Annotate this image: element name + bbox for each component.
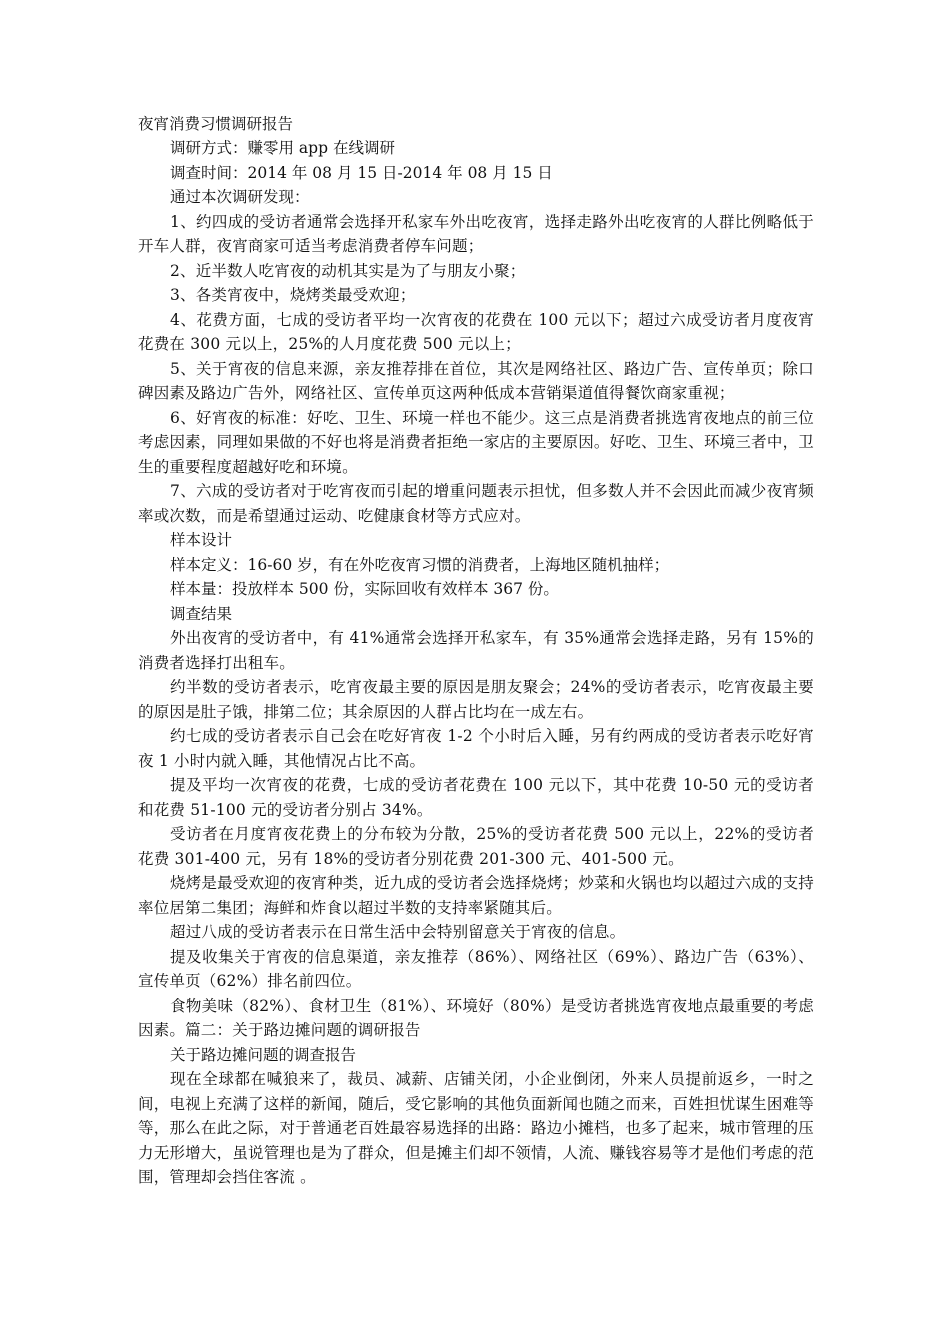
part2-heading: 关于路边摊问题的调查报告 (170, 1045, 357, 1064)
results-heading: 调查结果 (170, 604, 233, 623)
finding-paragraph: 1、约四成的受访者通常会选择开私家车外出吃夜宵，选择走路外出吃夜宵的人群比例略低于开车人群，夜宵商家可适当考虑消费者停车问题； (138, 212, 814, 255)
finding-paragraph: 4、花费方面，七成的受访者平均一次宵夜的花费在 100 元以下；超过六成受访者月度夜宵花费在 300 元以上，25%的人月度花费 500 元以上； (138, 310, 814, 353)
sample-size: 样本量：投放样本 500 份，实际回收有效样本 367 份。 (170, 580, 559, 598)
result-paragraph: 约半数的受访者表示，吃宵夜最主要的原因是朋友聚会；24%的受访者表示，吃宵夜最主要的原因是肚子饿，排第二位；其余原因的人群占比均在一成左右。 (138, 678, 814, 721)
sample-heading: 样本设计 (170, 531, 233, 549)
result-paragraph: 提及平均一次宵夜的花费，七成的受访者花费在 100 元以下，其中花费 10-50 元的受访者和花费 51-100 元的受访者分别占 34%。 (138, 776, 814, 819)
finding-paragraph: 5、关于宵夜的信息来源，亲友推荐排在首位，其次是网络社区、路边广告、宣传单页；除口碑因素及路边广告外，网络社区、宣传单页这两种低成本营销渠道值得餐饮商家重视； (138, 359, 814, 402)
document-title: 夜宵消费习惯调研报告 (138, 115, 294, 133)
document-page (138, 112, 814, 1190)
finding-paragraph: 2、近半数人吃宵夜的动机其实是为了与朋友小聚； (170, 261, 526, 280)
part2-body: 现在全球都在喊狼来了，裁员、减薪、店铺关闭，小企业倒闭，外来人员提前返乡，一时之间，电视上充满了这样的新闻，随后，受它影响的其他负面新闻也随之而来，百姓担忧谋生困难等等，那么在此之际，对于普通老百姓最容易选择的出路：路边小摊档，也多了起来，城市管理的压力无形增大，虽说管理也是为了群众，但是摊主们却不领情，人流、赚钱容易等才是他们考虑的范围，管理却会挡住客流 。 (138, 1070, 814, 1186)
result-paragraph: 提及收集关于宵夜的信息渠道，亲友推荐（86%）、网络社区（69%）、路边广告（63%）、宣传单页（62%）排名前四位。 (138, 947, 814, 990)
result-paragraph: 烧烤是最受欢迎的夜宵种类，近九成的受访者会选择烧烤；炒菜和火锅也均以超过六成的支持率位居第二集团；海鲜和炸食以超过半数的支持率紧随其后。 (138, 874, 814, 917)
finding-paragraph: 3、各类宵夜中，烧烤类最受欢迎； (170, 286, 416, 304)
result-paragraph: 超过八成的受访者表示在日常生活中会特别留意关于宵夜的信息。 (170, 923, 626, 941)
finding-paragraph: 7、六成的受访者对于吃宵夜而引起的增重问题表示担忧，但多数人并不会因此而减少夜宵频率或次数，而是希望通过运动、吃健康食材等方式应对。 (138, 482, 814, 525)
sample-definition: 样本定义：16-60 岁，有在外吃夜宵习惯的消费者，上海地区随机抽样； (170, 555, 670, 574)
survey-method: 调研方式：赚零用 app 在线调研 (170, 139, 395, 157)
result-paragraph: 约七成的受访者表示自己会在吃好宵夜 1-2 个小时后入睡，另有约两成的受访者表示吃好宵夜 1 小时内就入睡，其他情况占比不高。 (138, 727, 814, 770)
result-paragraph: 食物美味（82%）、食材卫生（81%）、环境好（80%）是受访者挑选宵夜地点最重要的考虑因素。篇二：关于路边摊问题的调研报告 (138, 996, 814, 1039)
findings-intro: 通过本次调研发现： (170, 188, 310, 206)
survey-time: 调查时间：2014 年 08 月 15 日-2014 年 08 月 15 日 (170, 163, 553, 182)
result-paragraph: 外出夜宵的受访者中，有 41%通常会选择开私家车，有 35%通常会选择走路，另有 15%的消费者选择打出租车。 (138, 629, 814, 672)
result-paragraph: 受访者在月度宵夜花费上的分布较为分散，25%的受访者花费 500 元以上，22%的受访者花费 301-400 元，另有 18%的受访者分别花费 201-300 元、401-500 元。 (138, 825, 814, 868)
finding-paragraph: 6、好宵夜的标准：好吃、卫生、环境一样也不能少。这三点是消费者挑选宵夜地点的前三位考虑因素，同理如果做的不好也将是消费者拒绝一家店的主要原因。好吃、卫生、环境三者中，卫生的重要程度超越好吃和环境。 (138, 408, 814, 476)
